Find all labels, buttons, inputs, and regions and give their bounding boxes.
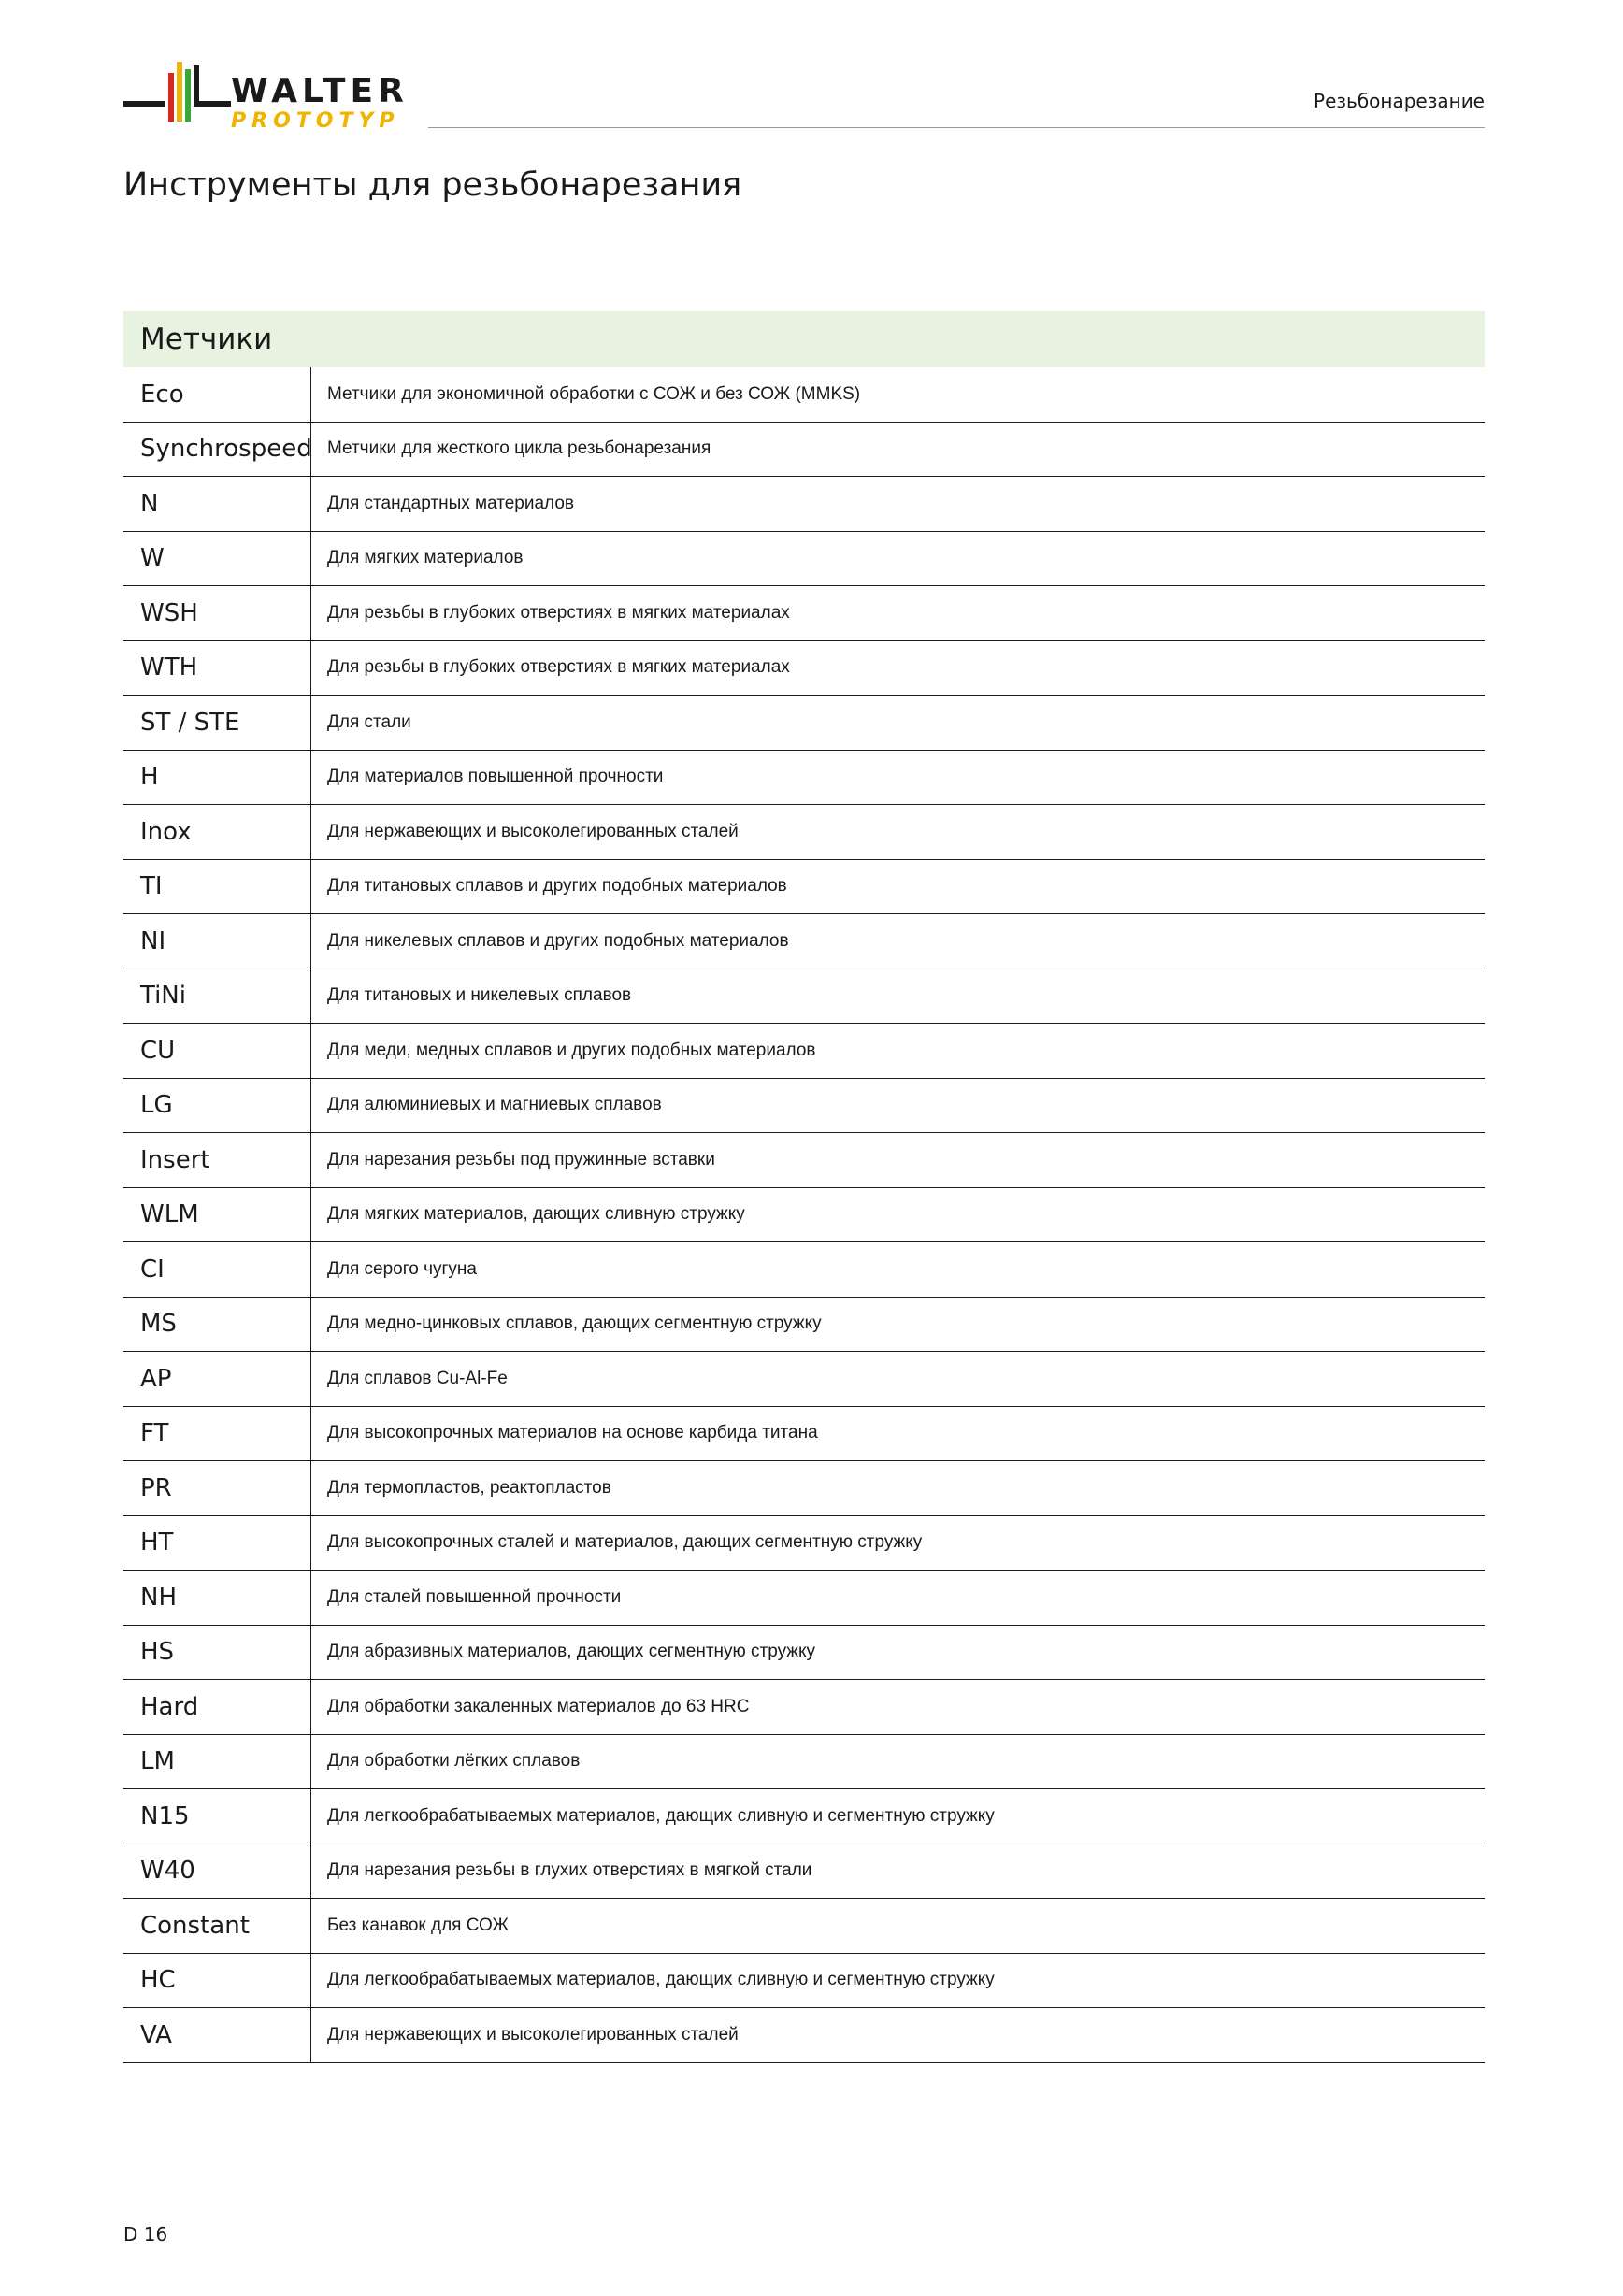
tap-code: WTH — [123, 641, 311, 696]
taps-table — [123, 311, 1485, 2063]
table-row — [123, 1899, 1485, 1954]
header-divider — [428, 127, 1485, 128]
tap-code: LG — [123, 1079, 311, 1133]
table-row — [123, 641, 1485, 696]
tap-description: Метчики для экономичной обработки с СОЖ и без СОЖ (MMKS) — [327, 383, 861, 404]
table-row — [123, 1680, 1485, 1735]
table-row — [123, 1789, 1485, 1844]
tap-description: Для обработки лёгких сплавов — [327, 1751, 581, 1772]
tap-code: N15 — [123, 1789, 311, 1844]
tap-code: HC — [123, 1954, 311, 2008]
tap-description: Для нержавеющих и высоколегированных сталей — [327, 821, 739, 841]
table-row — [123, 1461, 1485, 1516]
table-row — [123, 1024, 1485, 1079]
table-row — [123, 1844, 1485, 1900]
table-row — [123, 586, 1485, 641]
tap-description: Для титановых сплавов и других подобных материалов — [327, 876, 787, 897]
table-row — [123, 1298, 1485, 1353]
tap-description: Для стандартных материалов — [327, 493, 574, 513]
tap-code: HS — [123, 1626, 311, 1680]
tap-description: Для обработки закаленных материалов до 63 HRC — [327, 1696, 750, 1716]
tap-description: Для термопластов, реактопластов — [327, 1477, 611, 1498]
tap-code: NH — [123, 1571, 311, 1625]
table-row — [123, 1188, 1485, 1243]
table-row — [123, 367, 1485, 423]
tap-description: Для серого чугуна — [327, 1258, 477, 1279]
tap-description: Для материалов повышенной прочности — [327, 767, 664, 787]
tap-code: HT — [123, 1516, 311, 1571]
tap-description: Для стали — [327, 711, 411, 732]
tap-description: Для нарезания резьбы в глухих отверстиях в мягкой стали — [327, 1860, 812, 1881]
tap-code: PR — [123, 1461, 311, 1515]
table-row — [123, 532, 1485, 587]
tap-code: W40 — [123, 1844, 311, 1899]
tap-description: Для нарезания резьбы под пружинные вставки — [327, 1149, 715, 1170]
tap-description: Для медно-цинковых сплавов, дающих сегментную стружку — [327, 1313, 822, 1334]
table-row — [123, 1954, 1485, 2009]
table-row — [123, 1407, 1485, 1462]
tap-description: Для резьбы в глубоких отверстиях в мягких материалах — [327, 602, 790, 623]
tap-description: Для легкообрабатываемых материалов, дающих сливную и сегментную стружку — [327, 1970, 995, 1990]
tap-code: MS — [123, 1298, 311, 1352]
table-row — [123, 696, 1485, 751]
table-row — [123, 860, 1485, 915]
table-row — [123, 1626, 1485, 1681]
table-section-header: Метчики — [123, 311, 1485, 367]
table-rows — [123, 367, 1485, 2063]
tap-code: N — [123, 477, 311, 531]
tap-code: Synchrospeed — [123, 423, 311, 477]
tap-code: CI — [123, 1242, 311, 1297]
tap-code: Constant — [123, 1899, 311, 1953]
tap-code: CU — [123, 1024, 311, 1078]
table-row — [123, 2008, 1485, 2063]
tap-description: Для высокопрочных сталей и материалов, дающих сегментную стружку — [327, 1532, 923, 1553]
tap-code: TiNi — [123, 969, 311, 1024]
tap-code: LM — [123, 1735, 311, 1789]
tap-description: Для сплавов Cu-Al-Fe — [327, 1368, 508, 1388]
tap-description: Метчики для жесткого цикла резьбонарезания — [327, 438, 711, 459]
tap-description: Для меди, медных сплавов и других подобных материалов — [327, 1040, 816, 1060]
tap-code: WSH — [123, 586, 311, 640]
page-number: D 16 — [123, 2223, 168, 2246]
table-row — [123, 751, 1485, 806]
table-row — [123, 1133, 1485, 1188]
tap-code: Inox — [123, 805, 311, 859]
tap-code: Hard — [123, 1680, 311, 1734]
table-row — [123, 1735, 1485, 1790]
table-row — [123, 1079, 1485, 1134]
tap-code: TI — [123, 860, 311, 914]
table-row — [123, 423, 1485, 478]
tap-description: Для легкообрабатываемых материалов, дающих сливную и сегментную стружку — [327, 1805, 995, 1826]
logo-subline: PROTOTYP — [231, 109, 400, 133]
table-row — [123, 1242, 1485, 1298]
tap-code: NI — [123, 914, 311, 969]
logo-bars-icon — [123, 60, 236, 135]
tap-description: Для никелевых сплавов и других подобных материалов — [327, 930, 789, 951]
tap-description: Для мягких материалов, дающих сливную стружку — [327, 1204, 745, 1225]
table-row — [123, 477, 1485, 532]
tap-code: Insert — [123, 1133, 311, 1187]
tap-description: Для нержавеющих и высоколегированных сталей — [327, 2024, 739, 2045]
logo-wordmark: WALTER — [231, 72, 409, 110]
page-title: Инструменты для резьбонарезания — [123, 166, 742, 204]
tap-code: W — [123, 532, 311, 586]
table-row — [123, 969, 1485, 1025]
tap-description: Для титановых и никелевых сплавов — [327, 985, 632, 1006]
table-row — [123, 1516, 1485, 1571]
table-row — [123, 914, 1485, 969]
tap-code: WLM — [123, 1188, 311, 1242]
tap-description: Без канавок для СОЖ — [327, 1915, 509, 1935]
tap-description: Для сталей повышенной прочности — [327, 1586, 622, 1607]
tap-code: Eco — [123, 367, 311, 422]
tap-code: ST / STE — [123, 696, 311, 750]
tap-code: FT — [123, 1407, 311, 1461]
walter-prototyp-logo — [123, 60, 409, 135]
table-row — [123, 1352, 1485, 1407]
header-section-name: Резьбонарезание — [1314, 90, 1485, 112]
table-row — [123, 805, 1485, 860]
tap-description: Для мягких материалов — [327, 548, 524, 568]
tap-description: Для высокопрочных материалов на основе карбида титана — [327, 1423, 818, 1443]
tap-description: Для абразивных материалов, дающих сегментную стружку — [327, 1642, 816, 1662]
tap-description: Для алюминиевых и магниевых сплавов — [327, 1095, 662, 1115]
tap-code: VA — [123, 2008, 311, 2062]
table-row — [123, 1571, 1485, 1626]
tap-description: Для резьбы в глубоких отверстиях в мягких материалах — [327, 657, 790, 678]
tap-code: AP — [123, 1352, 311, 1406]
tap-code: H — [123, 751, 311, 805]
